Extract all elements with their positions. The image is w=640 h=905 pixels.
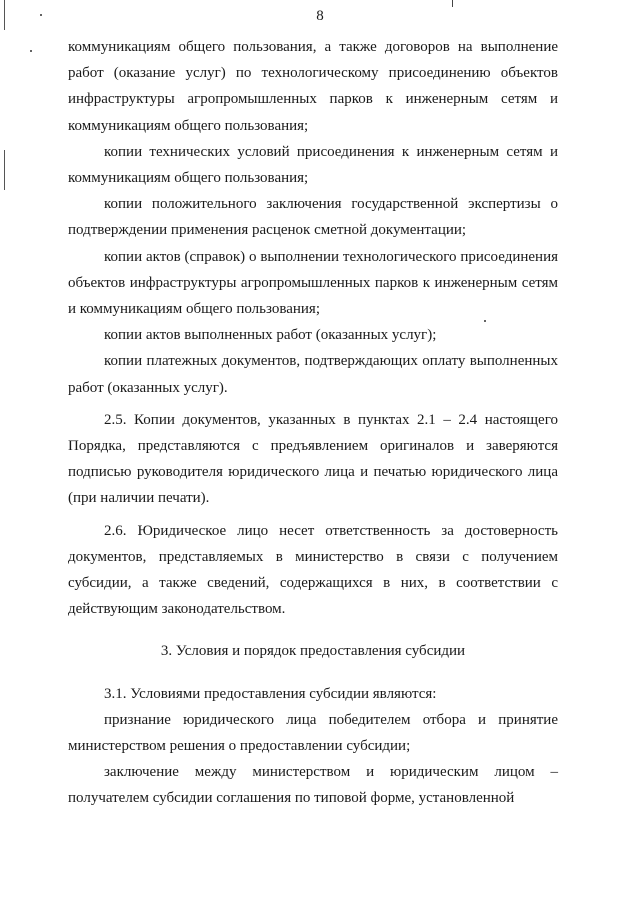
page-number: 8 — [316, 8, 324, 24]
paragraph-tech-conditions: копии технических условий присоединения к инженерным сетям и коммуникациям общего пользования; — [68, 143, 558, 187]
document-body — [68, 34, 558, 812]
paragraph-2-5: 2.5. Копии документов, указанных в пунктах 2.1 – 2.4 настоящего Порядка, представляются с предъявлением оригиналов и заверяются подписью руководителя юридического лица и печатью юридического лица (при наличии печати). — [68, 411, 558, 507]
paragraph-payment-documents: копии платежных документов, подтверждающих оплату выполненных работ (оказанных услуг). — [68, 353, 558, 396]
paragraph-acts-connection: копии актов (справок) о выполнении технологического присоединения объектов инфраструктуры агропромышленных парков к инженерным сетям и коммуникациям общего пользования; — [68, 248, 558, 318]
scan-tick-mark — [452, 0, 453, 7]
margin-binding-mark-middle — [4, 150, 5, 190]
paragraph-acts-completed-works: копии актов выполненных работ (оказанных услуг); — [104, 327, 437, 344]
section-heading: 3. Условия и порядок предоставления субсидии — [160, 643, 466, 660]
paragraph-continuation: коммуникациям общего пользования, а также договоров на выполнение работ (оказание услуг) по технологическому присоединению объектов инфраструктуры агропромышленных парков к инженерным сетям и коммуникациям общего пользования; — [68, 39, 558, 134]
paragraph-expertise-conclusion: копии положительного заключения государственной экспертизы о подтверждении применения расценок сметной документации; — [68, 196, 558, 239]
paragraph-condition-agreement: заключение между министерством и юридическим лицом – получателем субсидии соглашения по типовой форме, установленной — [68, 764, 558, 807]
scan-speck — [30, 50, 32, 52]
paragraph-2-6: 2.6. Юридическое лицо несет ответственность за достоверность документов, представляемых в министерство в связи с получением субсидии, а также сведений, содержащихся в них, в соответствии с действующим законодательством. — [68, 522, 558, 618]
paragraph-3-1: 3.1. Условиями предоставления субсидии являются: — [104, 685, 437, 702]
paragraph-condition-winner: признание юридического лица победителем отбора и принятие министерством решения о предоставлении субсидии; — [68, 711, 558, 755]
